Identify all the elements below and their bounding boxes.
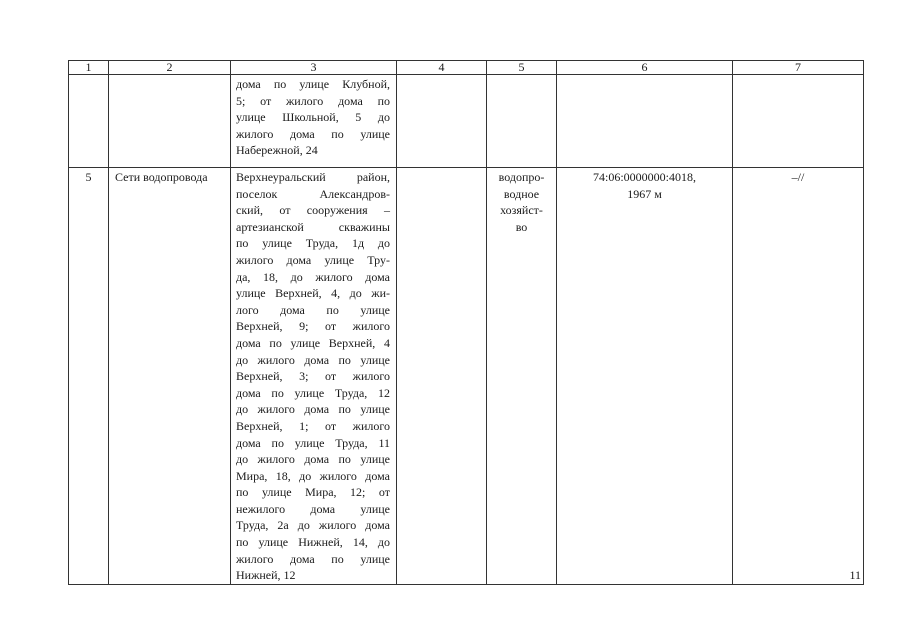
column-header-7: 7 xyxy=(733,61,864,75)
owner-line: водное xyxy=(503,186,540,201)
cell-col4 xyxy=(397,168,487,585)
column-header-1: 1 xyxy=(69,61,109,75)
column-header-3: 3 xyxy=(231,61,397,75)
address-line: дома по улице Клубной, xyxy=(236,77,390,91)
cell-address xyxy=(231,75,397,168)
table-row-5 xyxy=(69,168,864,585)
owner-line: водопро- xyxy=(498,170,545,184)
address-line: Мира, 18, до жилого дома xyxy=(236,468,390,483)
header-row xyxy=(69,61,864,75)
address-line: Нижней, 12 xyxy=(236,568,296,583)
column-header-5: 5 xyxy=(487,61,557,75)
address-line: да, 18, до жилого дома xyxy=(236,269,390,284)
address-line: Труда, 2а до жилого дома xyxy=(236,518,390,533)
address-line: артезианской скважины xyxy=(236,219,390,234)
address-line: до жилого дома по улице xyxy=(236,402,390,417)
address-line: ский, от сооружения – xyxy=(236,203,390,218)
cadastral-number: 74:06:0000000:4018, xyxy=(592,170,696,184)
address-line: улице Верхней, 4, до жи- xyxy=(236,286,390,301)
address-line: по улице Мира, 12; от xyxy=(236,485,390,500)
address-line: по улице Нижней, 14, до xyxy=(236,535,390,550)
owner-line: хозяйст- xyxy=(500,203,543,218)
cell-cadastral xyxy=(557,168,733,585)
cell-address xyxy=(231,168,397,585)
column-header-4: 4 xyxy=(397,61,487,75)
address-line: дома по улице Труда, 11 xyxy=(236,435,390,450)
address-line: поселок Александров- xyxy=(236,186,390,201)
owner-line: во xyxy=(515,219,528,234)
address-line: улице Школьной, 5 до xyxy=(236,110,390,125)
cell-note: –// xyxy=(733,168,864,585)
property-table xyxy=(68,60,864,585)
cell-name xyxy=(109,75,231,168)
cell-owner xyxy=(487,168,557,585)
address-line: жилого дома улице Тру- xyxy=(236,252,390,267)
table-row-continuation xyxy=(69,75,864,168)
cell-col4 xyxy=(397,75,487,168)
address-line: до жилого дома по улице xyxy=(236,352,390,367)
cell-number: 5 xyxy=(69,168,109,585)
address-line: Верхней, 3; от жилого xyxy=(236,369,390,384)
address-line: лого дома по улице xyxy=(236,302,390,317)
address-line: по улице Труда, 1д до xyxy=(236,236,390,251)
cell-owner xyxy=(487,75,557,168)
cell-cadastral xyxy=(557,75,733,168)
column-header-6: 6 xyxy=(557,61,733,75)
address-line: Верхнеуральский район, xyxy=(236,170,390,184)
address-line: Верхней, 9; от жилого xyxy=(236,319,390,334)
page-number: 11 xyxy=(849,568,861,582)
address-line: дома по улице Труда, 12 xyxy=(236,385,390,400)
network-length: 1967 м xyxy=(627,186,662,201)
cell-number xyxy=(69,75,109,168)
address-line: до жилого дома по улице xyxy=(236,452,390,467)
cell-note xyxy=(733,75,864,168)
column-header-2: 2 xyxy=(109,61,231,75)
address-line: жилого дома по улице xyxy=(236,551,390,566)
address-line: 5; от жилого дома по xyxy=(236,93,390,108)
address-line: дома по улице Верхней, 4 xyxy=(236,335,390,350)
address-line: нежилого дома улице xyxy=(236,501,390,516)
address-line: жилого дома по улице xyxy=(236,126,390,141)
cell-name: Сети водопровода xyxy=(109,168,231,585)
address-line: Верхней, 1; от жилого xyxy=(236,418,390,433)
address-line: Набережной, 24 xyxy=(236,143,318,158)
